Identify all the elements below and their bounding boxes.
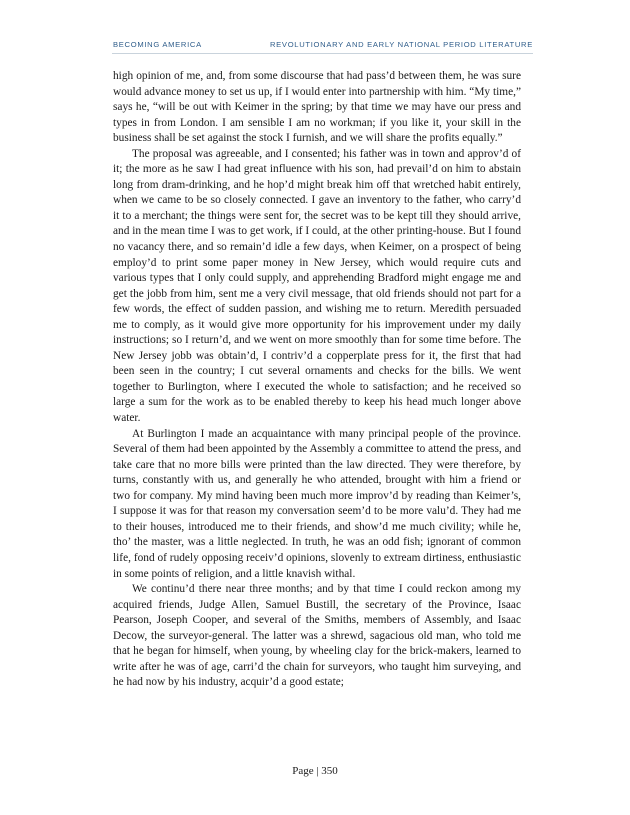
paragraph-continued: high opinion of me, and, from some discourse that had pass’d between them, he was sure would advance money to set us up, if I would enter into partnership with him. “My time,” says he, “will be out with Keimer in the spring; by that time we may have our press and types in from London. I am sensible I am no workman; if you like it, your skill in the business shall be set against the stock I furnish, and we will share the profits equally.”: [113, 70, 521, 145]
paragraph: The proposal was agreeable, and I consented; his father was in town and approv’d of it; the more as he saw I had great influence with his son, had prevail’d on him to abstain long from dram-drinking, and he hop’d might break him off that wretched habit entirely, when we came to be so closely connected. I gave an inventory to the father, who carry’d it to a merchant; the things were sent for, the secret was to be kept till they should arrive, and in the mean time I was to get work, if I could, at the other printing-house. But I found no vacancy there, and so remain’d idle a few days, when Keimer, on a prospect of being employ’d to print some paper money in New Jersey, which would require cuts and various types that I only could supply, and apprehending Bradford might engage me and get the jobb from him, sent me a very civil message, that old friends should not part for a few words, the effect of sudden passion, and wishing me to return. Meredith persuaded me to comply, as it would give more opportunity for his improvement under my daily instructions; so I return’d, and we went on more smoothly than for some time before. The New Jersey jobb was obtain’d, I contriv’d a copperplate press for it, the first that had been seen in the country; I cut several ornaments and checks for the bills. We went together to Burlington, where I executed the whole to satisfaction; and he received so large a sum for the work as to be enabled thereby to keep his head much longer above water.: [113, 147, 521, 425]
page-body: [113, 69, 521, 691]
header-book-title: BECOMING AMERICA: [113, 40, 202, 49]
page-number: Page | 350: [292, 765, 338, 777]
header-divider: [112, 53, 533, 54]
running-header: [113, 40, 533, 49]
paragraph: At Burlington I made an acquaintance with many principal people of the province. Several of them had been appointed by the Assembly a committee to attend the press, and take care that no more bills were printed than the law directed. They were therefore, by turns, constantly with us, and generally he who attended, brought with him a friend or two for company. My mind having been much more improv’d by reading than Keimer’s, I suppose it was for that reason my conversation seem’d to be more valu’d. They had me to their houses, introduced me to their friends, and show’d me much civility; while he, tho’ the master, was a little neglected. In truth, he was an odd fish; ignorant of common life, fond of rudely opposing receiv’d opinions, slovenly to extream dirtiness, enthusiastic in some points of religion, and a little knavish withal.: [113, 427, 521, 580]
paragraph: We continu’d there near three months; and by that time I could reckon among my acquired friends, Judge Allen, Samuel Bustill, the secretary of the Province, Isaac Pearson, Joseph Cooper, and several of the Smiths, members of Assembly, and Isaac Decow, the surveyor-general. The latter was a shrewd, sagacious old man, who told me that he began for himself, when young, by wheeling clay for the brick-makers, learned to write after he was of age, carri’d the chain for surveyors, who taught him surveying, and he had now by his industry, acquir’d a good estate;: [113, 583, 521, 689]
header-section-title: REVOLUTIONARY AND EARLY NATIONAL PERIOD LITERATURE: [269, 40, 533, 49]
